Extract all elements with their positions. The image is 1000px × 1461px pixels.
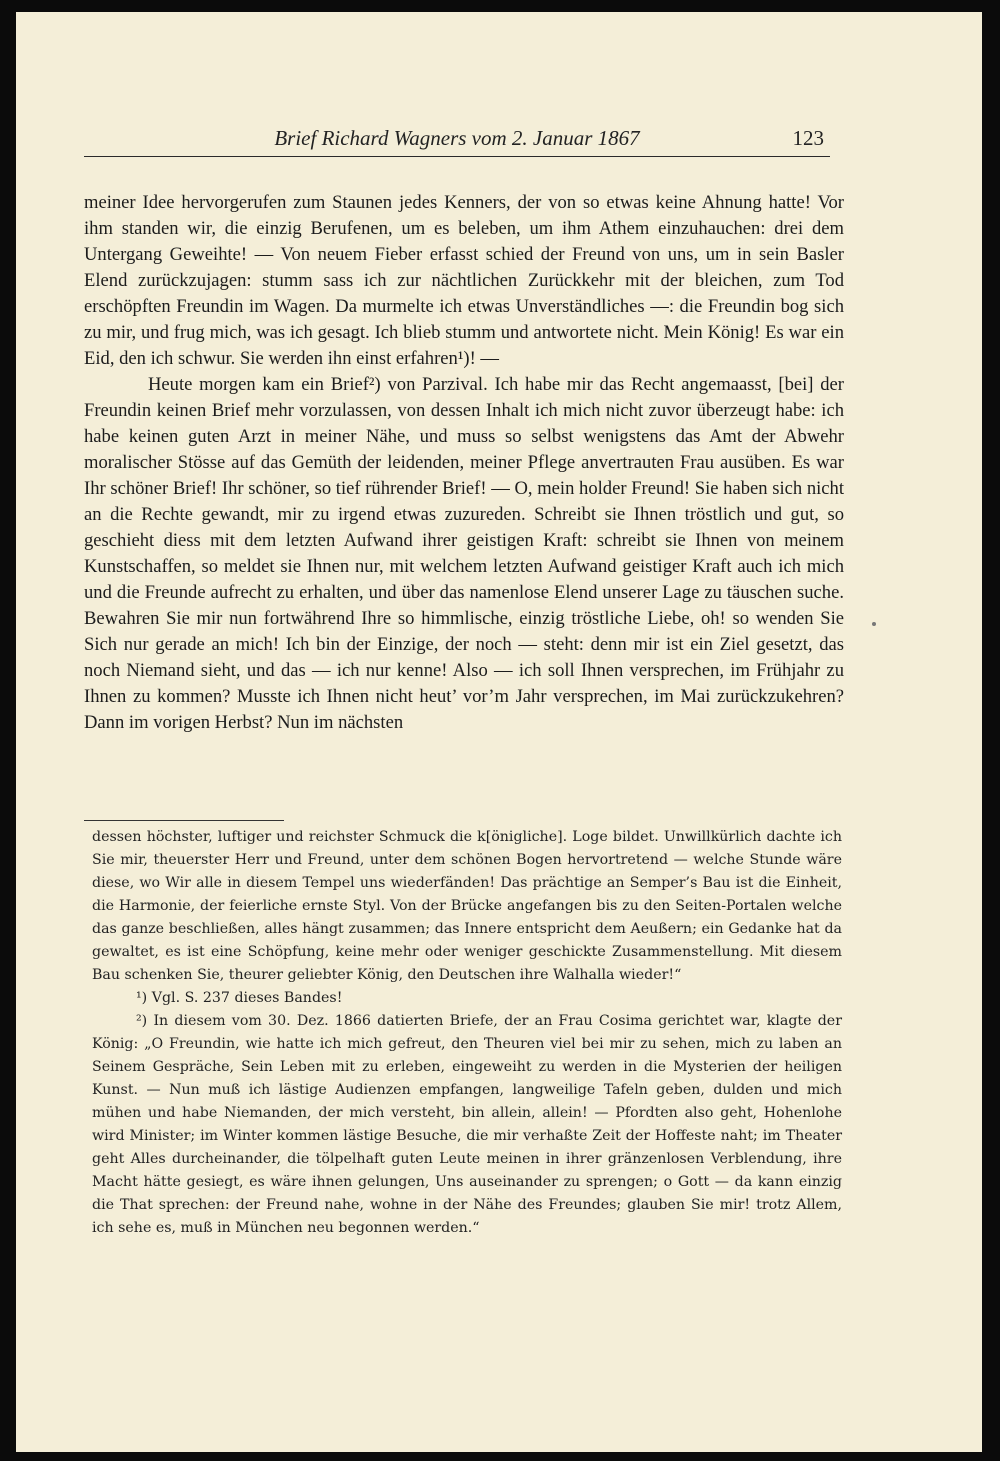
running-title: Brief Richard Wagners vom 2. Januar 1867: [274, 126, 640, 150]
main-text: [84, 190, 844, 736]
book-page: [16, 12, 982, 1452]
footnote-1: ¹) Vgl. S. 237 dieses Bandes!: [136, 990, 343, 1006]
footnote-rule: [84, 820, 284, 821]
print-speck: [872, 622, 876, 626]
footnotes: [92, 826, 842, 1240]
footnote-2: ²) In diesem vom 30. Dez. 1866 datierten Briefe, der an Frau Cosima gerichtet war, klagte der König: „O Freundin, wie hatte ich mich gefreut, den Theuren viel bei mir zu sehen, mich zu laben an Seinem Gespräche, Sein Leben mit zu erleben, eingeweiht zu werden in die Mysterien der heiligen Kunst. — Nun muß ich lästige Audienzen empfangen, langweilige Tafeln geben, dulden und mich mühen und habe Niemanden, der mich versteht, bin allein, allein! — Pfordten also geht, Hohenlohe wird Minister; im Winter kommen lästige Besuche, die mir verhaßte Zeit der Hoffeste naht; im Theater geht Alles durcheinander, die tölpelhaft guten Leute meinen in ihrer gränzenlosen Verblendung, ihre Macht hätte gesiegt, es wäre ihnen gelungen, Uns auseinander zu sprengen; o Gott — da kann einzig die That sprechen: der Freund nahe, wohne in der Nähe des Freundes; glauben Sie mir! trotz Allem, ich sehe es, muß in München neu begonnen werden.“: [92, 1013, 842, 1236]
paragraph: meiner Idee hervorgerufen zum Staunen jedes Kenners, der von so etwas keine Ahnung hatte! Vor ihm standen wir, die einzig Berufenen, um es beleben, um ihm Athem einzuhauchen: drei dem Untergang Geweihte! — Von neuem Fieber erfasst schied der Freund von uns, um in sein Basler Elend zurückzujagen: stumm sass ich zur nächtlichen Zurückkehr mit der bleichen, zum Tod erschöpften Freundin im Wagen. Da murmelte ich etwas Unverständliches —: die Freundin bog sich zu mir, und frug mich, was ich gesagt. Ich blieb stumm und antwortete nicht. Mein König! Es war ein Eid, den ich schwur. Sie werden ihn einst erfahren¹)! —: [84, 192, 844, 369]
running-header: [84, 120, 830, 157]
footnote-continuation: dessen höchster, luftiger und reichster Schmuck die k[önigliche]. Loge bildet. Unwillkürlich dachte ich Sie mir, theuerster Herr und Freund, unter dem schönen Bogen hervortretend — welche Stunde wäre diese, wo Wir alle in diesem Tempel uns wiederfänden! Das prächtige an Semper’s Bau ist die Einheit, die Harmonie, der feierliche ernste Styl. Von der Brücke angefangen bis zu den Seiten-Portalen welche das ganze beschließen, alles hängt zusammen; das Innere entspricht dem Aeußern; ein Gedanke hat da gewaltet, es ist eine Schöpfung, keine mehr oder weniger geschickte Zusammenstellung. Mit diesem Bau schenken Sie, theurer geliebter König, den Deutschen ihre Walhalla wieder!“: [92, 829, 842, 983]
page-number: 123: [792, 126, 824, 150]
paragraph: Heute morgen kam ein Brief²) von Parzival. Ich habe mir das Recht angemaasst, [bei] der Freundin keinen Brief mehr vorzulassen, von dessen Inhalt ich mich nicht zuvor überzeugt habe: ich habe keinen guten Arzt in meiner Nähe, und muss so selbst wenigstens das Amt der Abwehr moralischer Stösse auf das Gemüth der leidenden, meiner Pflege anvertrauten Frau ausüben. Es war Ihr schöner Brief! Ihr schöner, so tief rührender Brief! — O, mein holder Freund! Sie haben sich nicht an die Rechte gewandt, mir zu irgend etwas zuzureden. Schreibt sie Ihnen tröstlich und gut, so geschieht diess mit dem letzten Aufwand ihrer geistigen Kraft: schreibt sie Ihnen von meinem Kunstschaffen, so meldet sie Ihnen nur, mit welchem letzten Aufwand geistiger Kraft auch ich mich und die Freunde aufrecht zu erhalten, und über das namenlose Elend unserer Lage zu täuschen suche. Bewahren Sie mir nun fortwährend Ihre so himmlische, einzig tröstliche Liebe, oh! so wenden Sie Sich nur gerade an mich! Ich bin der Einzige, der noch — steht: denn mir ist ein Ziel gesetzt, das noch Niemand sieht, und das — ich nur kenne! Also — ich soll Ihnen versprechen, im Frühjahr zu Ihnen zu kommen? Musste ich Ihnen nicht heut’ vor’m Jahr versprechen, im Mai zurückzukehren? Dann im vorigen Herbst? Nun im nächsten: [84, 374, 844, 733]
